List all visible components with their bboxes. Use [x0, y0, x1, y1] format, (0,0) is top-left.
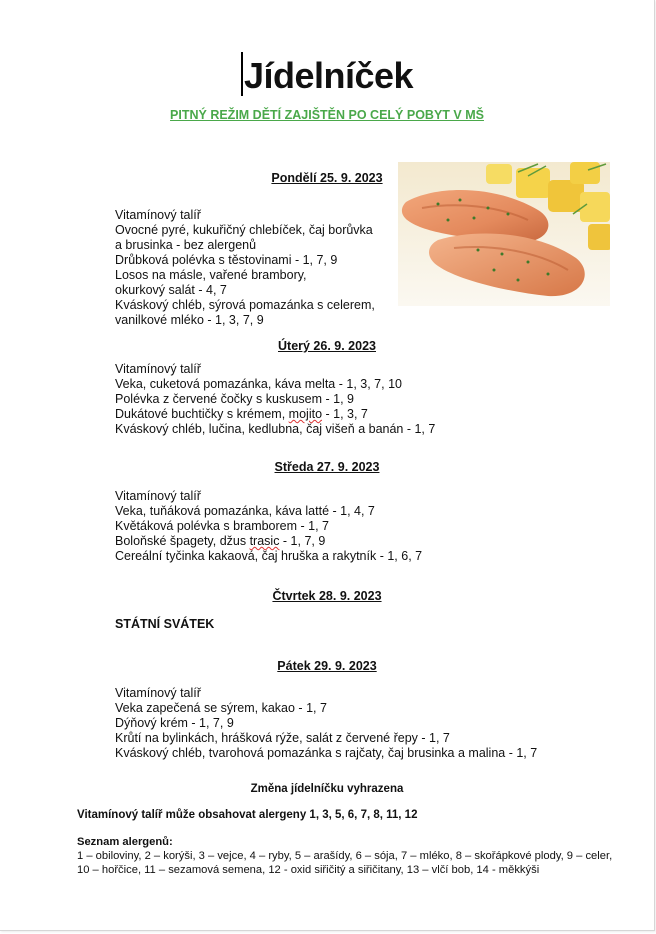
menu-line: Kváskový chléb, lučina, kedlubna, čaj višeň a banán - 1, 7 [115, 422, 436, 436]
allergen-line: 10 – hořčice, 11 – sezamová semena, 12 - oxid siřičitý a siřičitany, 13 – vlčí bob, 14 - měkkýši [77, 864, 540, 876]
day-heading-tuesday: Úterý 26. 9. 2023 [278, 339, 376, 353]
menu-line: Vitamínový talíř [115, 208, 201, 222]
menu-line: Polévka z červené čočky s kuskusem - 1, 9 [115, 392, 354, 406]
state-holiday-label: STÁTNÍ SVÁTEK [115, 617, 215, 631]
menu-line: Cereální tyčinka kakaová, čaj hruška a rakytník - 1, 6, 7 [115, 549, 423, 563]
menu-tuesday [115, 362, 555, 437]
spelling-flagged-word[interactable]: trasic [249, 534, 280, 548]
allergen-line: 1 – obiloviny, 2 – korýši, 3 – vejce, 4 – ryby, 5 – arašídy, 6 – sója, 7 – mléko, 8 – skořápkové plody, 9 – celer, [77, 850, 613, 862]
menu-line-part: - 1, 3, 7 [322, 407, 368, 421]
menu-line-part: Boloňské špagety, džus [115, 534, 250, 548]
allergen-list: Seznam alergenů: 1 – obiloviny, 2 – korýši, 3 – vejce, 4 – ryby, 5 – arašídy, 6 – sója, 7 – mléko, 8 – skořápkové plody, 9 – celer, 10 – hořčice, 11 – sezamová semena, 12 - oxid siřičitý a siřičitany, 13 – vlčí bob, 14 - měkkýši [77, 835, 637, 877]
menu-line: vanilkové mléko - 1, 3, 7, 9 [115, 313, 264, 327]
page-title-text: Jídelníček [243, 55, 414, 96]
menu-line: Veka, cuketová pomazánka, káva melta - 1, 3, 7, 10 [115, 377, 402, 391]
spelling-flagged-word[interactable]: mojito [288, 407, 323, 421]
day-heading-wednesday: Středa 27. 9. 2023 [274, 460, 380, 474]
menu-line: Veka zapečená se sýrem, kakao - 1, 7 [115, 701, 327, 715]
allergen-list-heading: Seznam alergenů [77, 836, 170, 848]
menu-line: Vitamínový talíř [115, 489, 201, 503]
menu-line-part: - 1, 7, 9 [279, 534, 326, 548]
menu-line: okurkový salát - 4, 7 [115, 283, 227, 297]
menu-line: Losos na másle, vařené brambory, [115, 268, 307, 282]
vitamin-plate-allergen-note: Vitamínový talíř může obsahovat alergeny 1, 3, 5, 6, 7, 8, 11, 12 [77, 809, 418, 821]
menu-line: Květáková polévka s bramborem - 1, 7 [115, 519, 329, 533]
menu-line: Drůbková polévka s těstovinami - 1, 7, 9 [115, 253, 338, 267]
day-heading-thursday: Čtvrtek 28. 9. 2023 [272, 589, 382, 603]
text-cursor [241, 52, 243, 96]
menu-line [115, 534, 555, 549]
menu-line: Ovocné pyré, kukuřičný chlebíček, čaj borůvka [115, 223, 373, 237]
page-title [0, 52, 654, 98]
menu-wednesday [115, 489, 555, 564]
drinking-regime-note: PITNÝ REŽIM DĚTÍ ZAJIŠTĚN PO CELÝ POBYT V MŠ [170, 108, 484, 122]
day-heading-friday: Pátek 29. 9. 2023 [277, 659, 377, 673]
menu-friday [115, 686, 555, 761]
menu-change-note: Změna jídelníčku vyhrazena [250, 783, 404, 795]
menu-line: Kváskový chléb, sýrová pomazánka s celerem, [115, 298, 375, 312]
menu-line: Dýňový krém - 1, 7, 9 [115, 716, 234, 730]
menu-line: a brusinka - bez alergenů [115, 238, 257, 252]
salmon-dish-photo [398, 162, 610, 306]
menu-line [115, 407, 555, 422]
salmon-illustration [398, 162, 610, 306]
menu-line: Vitamínový talíř [115, 362, 201, 376]
menu-line-part: Dukátové buchtičky s krémem, [115, 407, 289, 421]
menu-line: Kváskový chléb, tvarohová pomazánka s rajčaty, čaj brusinka a malina - 1, 7 [115, 746, 538, 760]
menu-line: Vitamínový talíř [115, 686, 201, 700]
menu-line: Krůtí na bylinkách, hrášková rýže, salát z červené řepy - 1, 7 [115, 731, 450, 745]
day-heading-monday: Pondělí 25. 9. 2023 [271, 171, 383, 185]
menu-line: Veka, tuňáková pomazánka, káva latté - 1, 4, 7 [115, 504, 375, 518]
